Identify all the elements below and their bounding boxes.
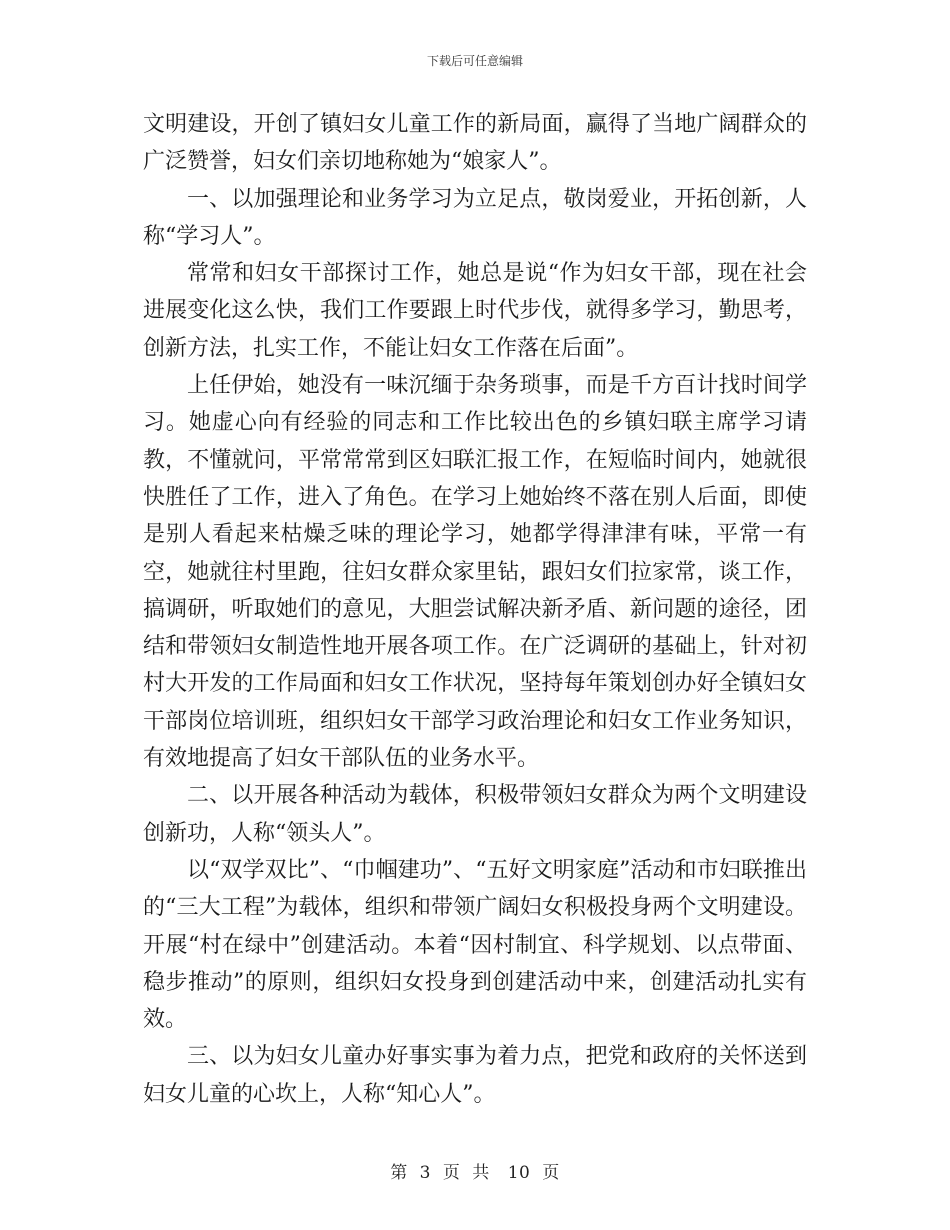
page-footer: [0, 1158, 950, 1183]
footer-page-suffix: 页: [442, 1163, 461, 1183]
paragraph: 文明建设，开创了镇妇女儿童工作的新局面，赢得了当地广阔群众的广泛赞誉，妇女们亲切地称她为“娘家人”。: [143, 112, 807, 175]
footer-total-suffix: 页: [542, 1163, 560, 1183]
footer-total-prefix: 共: [472, 1163, 490, 1183]
paragraph: 常常和妇女干部探讨工作，她总是说“作为妇女干部，现在社会进展变化这么快，我们工作要跟上时代步伐，就得多学习，勤思考，创新方法，扎实工作，不能让妇女工作落在后面”。: [143, 261, 807, 361]
footer-prefix: 第: [390, 1163, 408, 1183]
section-heading-3: 三、以为妇女儿童办好事实事为着力点，把党和政府的关怀送到妇女儿童的心坎上，人称“知心人”。: [143, 1044, 807, 1107]
paragraph: 上任伊始，她没有一味沉缅于杂务琐事，而是千方百计找时间学习。她虚心向有经验的同志和工作比较出色的乡镇妇联主席学习请教，不懂就问，平常常常到区妇联汇报工作，在短临时间内，她就很快胜任了工作，进入了角色。在学习上她始终不落在别人后面，即使是别人看起来枯燥乏味的理论学习，她都学得津津有味，平常一有空，她就往村里跑，往妇女群众家里钻，跟妇女们拉家常，谈工作，搞调研，听取她们的意见，大胆尝试解决新矛盾、新问题的途径，团结和带领妇女制造性地开展各项工作。在广泛调研的基础上，针对初村大开发的工作局面和妇女工作状况，坚持每年策划创办好全镇妇女干部岗位培训班，组织妇女干部学习政治理论和妇女工作业务知识，有效地提高了妇女干部队伍的业务水平。: [143, 373, 807, 772]
total-pages: 10: [507, 1163, 531, 1183]
paragraph: 以“双学双比”、“巾帼建功”、“五好文明家庭”活动和市妇联推出的“三大工程”为载体，组织和带领广阔妇女积极投身两个文明建设。开展“村在绿中”创建活动。本着“因村制宜、科学规划、以点带面、稳步推动”的原则，组织妇女投身到创建活动中来，创建活动扎实有效。: [143, 857, 807, 1033]
document-body: [143, 106, 807, 1113]
section-heading-2: 二、以开展各种活动为载体，积极带领妇女群众为两个文明建设创新功，人称“领头人”。: [143, 783, 807, 846]
page-number: 3: [419, 1163, 431, 1183]
section-heading-1: 一、以加强理论和业务学习为立足点，敬岗爱业，开拓创新，人称“学习人”。: [143, 186, 807, 249]
header-note: 下载后可任意编辑: [426, 54, 523, 68]
